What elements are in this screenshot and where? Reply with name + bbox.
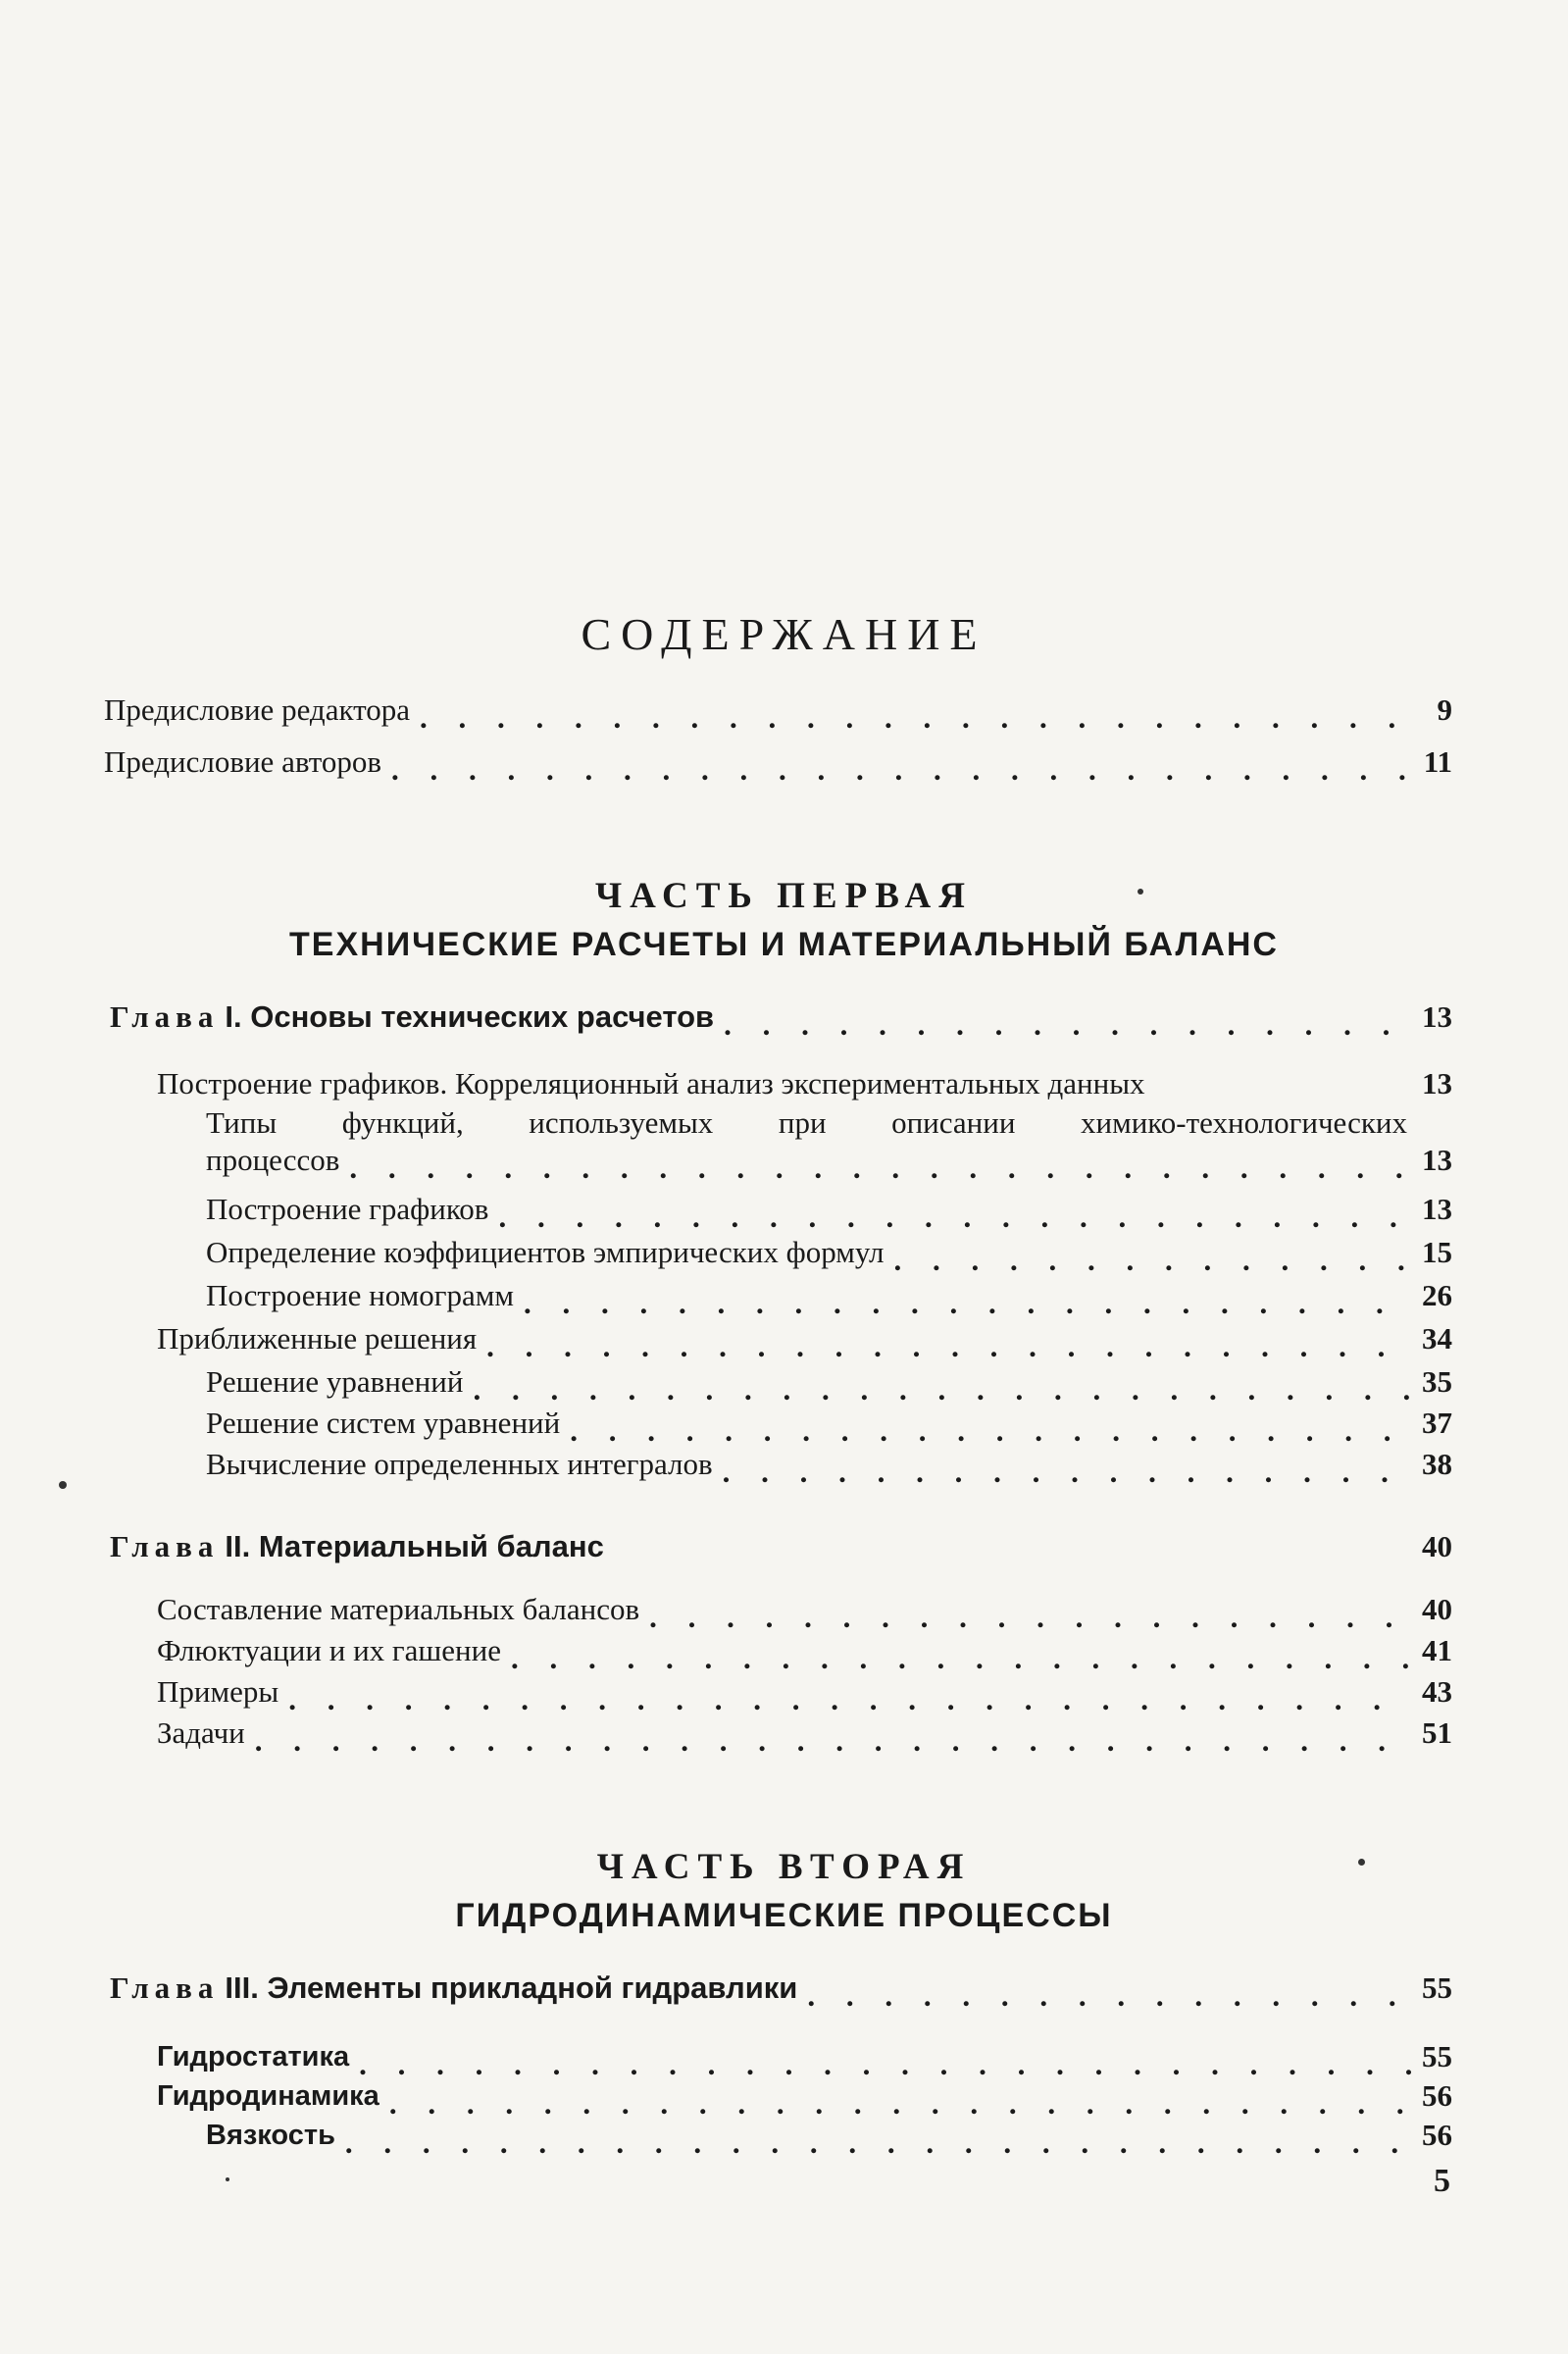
toc-entry-label: Приближенные решения [157, 1321, 478, 1356]
toc-entry-fluctuations [157, 1632, 1452, 1669]
scan-speck [1138, 889, 1143, 895]
toc-entry-label: Решение уравнений [206, 1364, 464, 1399]
scan-speck [226, 2177, 229, 2181]
toc-entry-label: Построение номограмм [206, 1278, 514, 1312]
leader-dots [511, 1640, 1412, 1669]
page-number: 5 [1434, 2163, 1450, 2199]
toc-entry-label: Предисловие редактора [104, 692, 410, 727]
toc-page-number: 11 [1423, 744, 1452, 779]
toc-entry-graph-building [206, 1191, 1452, 1228]
part-one-label: ЧАСТЬ ПЕРВАЯ [595, 876, 973, 916]
toc-entry-label: Построение графиков [206, 1192, 489, 1226]
toc-entry-graphs-correlation [157, 1065, 1452, 1102]
toc-page-number: 15 [1422, 1235, 1452, 1269]
toc-page-number: 13 [1422, 999, 1452, 1034]
toc-entry-label: Вычисление определенных интегралов [206, 1447, 713, 1481]
leader-dots [486, 1328, 1412, 1357]
leader-dots [420, 699, 1428, 729]
toc-entry-editor-preface [104, 691, 1452, 729]
toc-entry-label: Построение графиков. Корреляционный анализ экспериментальных данных [157, 1066, 1145, 1100]
toc-entry-label: Определение коэффициентов эмпирических формул [206, 1235, 885, 1269]
toc-entry-label: Вязкость [206, 2120, 335, 2151]
toc-entry-label-line2: процессов [206, 1143, 340, 1177]
toc-entry-function-types [206, 1104, 1452, 1179]
toc-entry-label: Решение систем уравнений [206, 1406, 561, 1440]
toc-entry-examples [157, 1673, 1452, 1711]
toc-page-number: 56 [1422, 2078, 1452, 2113]
part-one-title: ТЕХНИЧЕСКИЕ РАСЧЕТЫ И МАТЕРИАЛЬНЫЙ БАЛАНС [289, 926, 1279, 963]
toc-entry-label-line1: Типы функций, используемых при описании химико-технологических [206, 1105, 1407, 1140]
toc-chapter-label [110, 1528, 604, 1565]
toc-page-number: 9 [1437, 692, 1452, 727]
leader-dots [723, 1454, 1412, 1483]
chapter-prefix: Глава [110, 1529, 220, 1563]
toc-page-number: 43 [1422, 1674, 1452, 1709]
leader-dots [498, 1199, 1412, 1228]
toc-page-number: 13 [1422, 1066, 1452, 1100]
toc-entry-label: Задачи [157, 1715, 245, 1750]
leader-dots [570, 1412, 1412, 1442]
page-title: СОДЕРЖАНИЕ [581, 609, 987, 659]
toc-entry-systems [206, 1405, 1452, 1442]
leader-dots [724, 1006, 1412, 1036]
toc-page-number: 35 [1422, 1364, 1452, 1399]
leader-dots [255, 1722, 1412, 1752]
toc-entry-label: Флюктуации и их гашение [157, 1633, 501, 1667]
toc-entry-line2 [206, 1142, 1452, 1179]
leader-dots [389, 2085, 1412, 2115]
leader-dots [524, 1285, 1412, 1314]
leader-dots [345, 2124, 1412, 2154]
leader-dots [649, 1599, 1412, 1628]
part-two-title: ГИДРОДИНАМИЧЕСКИЕ ПРОЦЕССЫ [455, 1897, 1113, 1934]
chapter-title: III. Элементы прикладной гидравлики [225, 1970, 798, 2005]
part-two-label: ЧАСТЬ ВТОРАЯ [596, 1847, 972, 1887]
toc-page-number: 37 [1422, 1406, 1452, 1440]
toc-entry-approx-solutions [157, 1320, 1452, 1357]
chapter-title: I. Основы технических расчетов [225, 999, 715, 1034]
toc-entry-integrals [206, 1446, 1452, 1483]
toc-entry-label: Гидростатика [157, 2041, 350, 2073]
toc-chapter-label [110, 998, 714, 1036]
toc-entry-hydrostatics [157, 2038, 1452, 2075]
toc-entry-authors-preface [104, 743, 1452, 781]
toc-chapter-label [110, 1970, 797, 2007]
toc-entry-hydrodynamics [157, 2077, 1452, 2115]
leader-dots [807, 1977, 1412, 2007]
toc-entry-nomograms [206, 1277, 1452, 1314]
toc-entry-label: Предисловие авторов [104, 744, 381, 779]
leader-dots [473, 1371, 1412, 1401]
toc-page-number: 55 [1422, 1970, 1452, 2005]
toc-entry-tasks [157, 1714, 1452, 1752]
leader-dots [359, 2046, 1412, 2075]
scan-speck [59, 1481, 67, 1489]
toc-page-number: 41 [1422, 1633, 1452, 1667]
chapter-prefix: Глава [110, 1970, 220, 2005]
toc-entry-label: Примеры [157, 1674, 279, 1709]
leader-dots [288, 1681, 1412, 1711]
toc-chapter-3 [110, 1970, 1452, 2007]
toc-entry-viscosity [206, 2117, 1452, 2154]
toc-entry-coefficients [206, 1234, 1452, 1271]
toc-page-number: 26 [1422, 1278, 1452, 1312]
toc-page-number: 56 [1422, 2118, 1452, 2152]
toc-page-number: 40 [1422, 1529, 1452, 1563]
toc-page-number: 34 [1422, 1321, 1452, 1356]
toc-page-number: 13 [1422, 1192, 1452, 1226]
leader-dots [391, 751, 1414, 781]
leader-dots [893, 1242, 1412, 1271]
toc-page-number: 13 [1422, 1143, 1452, 1177]
scan-speck [1358, 1859, 1365, 1866]
toc-entry-equations [206, 1363, 1452, 1401]
toc-entry-label: Гидродинамика [157, 2080, 379, 2112]
toc-chapter-1 [110, 998, 1452, 1036]
toc-page-number: 55 [1422, 2039, 1452, 2073]
chapter-prefix: Глава [110, 999, 220, 1034]
toc-entry-compose-balances [157, 1591, 1452, 1628]
toc-page-number: 38 [1422, 1447, 1452, 1481]
toc-entry-label: Составление материальных балансов [157, 1592, 640, 1626]
leader-dots [349, 1150, 1412, 1179]
toc-page-number: 40 [1422, 1592, 1452, 1626]
chapter-title: II. Материальный баланс [225, 1529, 604, 1563]
toc-page-number: 51 [1422, 1715, 1452, 1750]
toc-chapter-2 [110, 1528, 1452, 1565]
